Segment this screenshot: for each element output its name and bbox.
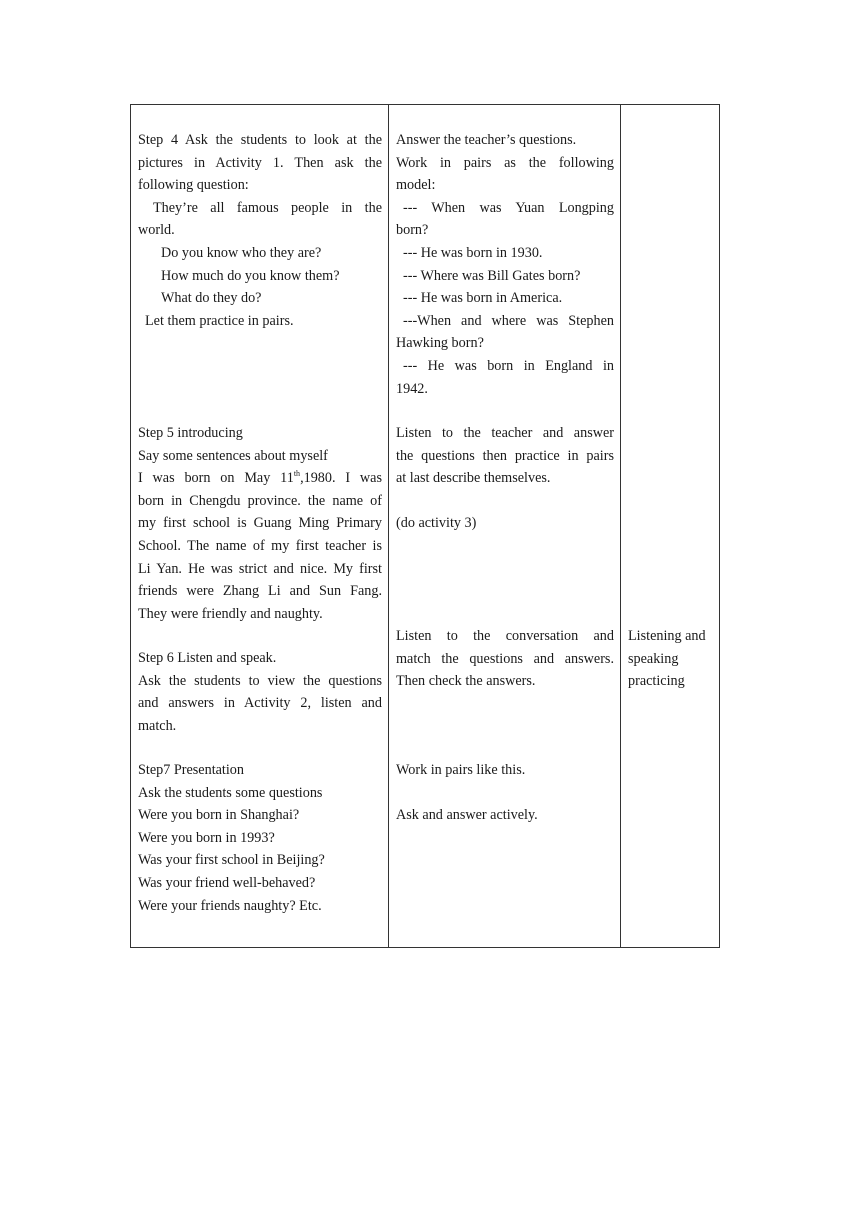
question-line: Was your first school in Beijing? [138,852,325,869]
text-line: my first school is Guang Ming Primary [138,515,382,532]
text-line: at last describe themselves. [396,470,551,487]
question-line: What do they do? [161,290,262,307]
text-line: Let them practice in pairs. [145,312,294,329]
text-line: Work in pairs as the following [396,154,614,171]
text-line: world. [138,222,175,239]
text-line: and answers in Activity 2, listen and [138,695,382,712]
ordinal-suffix: th [293,469,301,479]
text-line: They were friendly and naughty. [138,605,323,622]
student-block-3 [396,625,614,693]
text-line: following question: [138,177,249,194]
text-line: Answer the teacher’s questions. [396,132,577,148]
text-line: speaking [628,650,679,667]
question-line: Were you born in Shanghai? [138,807,300,824]
question-line: Were you born in 1993? [138,829,275,846]
step6-block [138,647,382,737]
text-line: Li Yan. He was strict and nice. My first [138,560,382,577]
text-line: Ask and answer actively. [396,807,538,824]
text-line: Ask the students to view the questions [138,672,382,689]
text-line: match. [138,717,177,734]
student-block-2 [396,422,614,535]
text-fragment: I was born on May 11 [138,470,294,487]
text-line: Then check the answers. [396,673,536,690]
text-line: School. The name of my first teacher is [138,537,382,554]
dialogue-line: --- He was born in America. [403,290,563,307]
text-line: born? [396,222,429,239]
dialogue-line: ---When and where was Stephen [403,312,614,329]
step-title: Step7 Presentation [138,762,244,778]
column-divider [620,105,621,947]
column-divider [388,105,389,947]
text-line: Hawking born? [396,335,484,352]
step-title: Step 6 Listen and speak. [138,650,277,666]
text-fragment: ,1980. I was [300,470,382,487]
question-line: Were your friends naughty? Etc. [138,897,322,914]
question-line: Do you know who they are? [161,244,322,261]
text-line: Listen to the teacher and answer [396,425,614,441]
text-line: Ask the students some questions [138,784,323,801]
step4-block [138,129,382,332]
dialogue-line: --- Where was Bill Gates born? [403,267,581,284]
text-line: 1942. [396,380,428,397]
text-line: Say some sentences about myself [138,447,328,464]
text-line: (do activity 3) [396,515,477,532]
text-line: Listen to the conversation and [396,628,614,644]
purpose-block [628,625,714,693]
step5-block [138,422,382,625]
student-block-4 [396,759,614,827]
text-line: match the questions and answers. [396,650,614,667]
text-line: model: [396,177,436,194]
step7-block [138,759,382,917]
text-line: Step 4 Ask the students to look at the [138,132,382,148]
text-line: friends were Zhang Li and Sun Fang. [138,583,382,600]
dialogue-line: --- He was born in England in [403,357,614,374]
lesson-plan-table [130,104,720,948]
dialogue-line: --- When was Yuan Longping [403,199,614,216]
text-line: Listening and [628,628,706,644]
text-line [138,467,382,490]
dialogue-line: --- He was born in 1930. [403,244,543,261]
text-line: the questions then practice in pairs [396,447,614,464]
question-line: Was your friend well-behaved? [138,874,316,891]
text-line: Work in pairs like this. [396,762,526,778]
text-line: practicing [628,673,685,690]
step-title: Step 5 introducing [138,425,243,441]
text-line: born in Chengdu province. the name of [138,492,382,509]
text-line: pictures in Activity 1. Then ask the [138,154,382,171]
text-line: They’re all famous people in the [153,199,382,216]
question-line: How much do you know them? [161,267,340,284]
student-block-1 [396,129,614,400]
